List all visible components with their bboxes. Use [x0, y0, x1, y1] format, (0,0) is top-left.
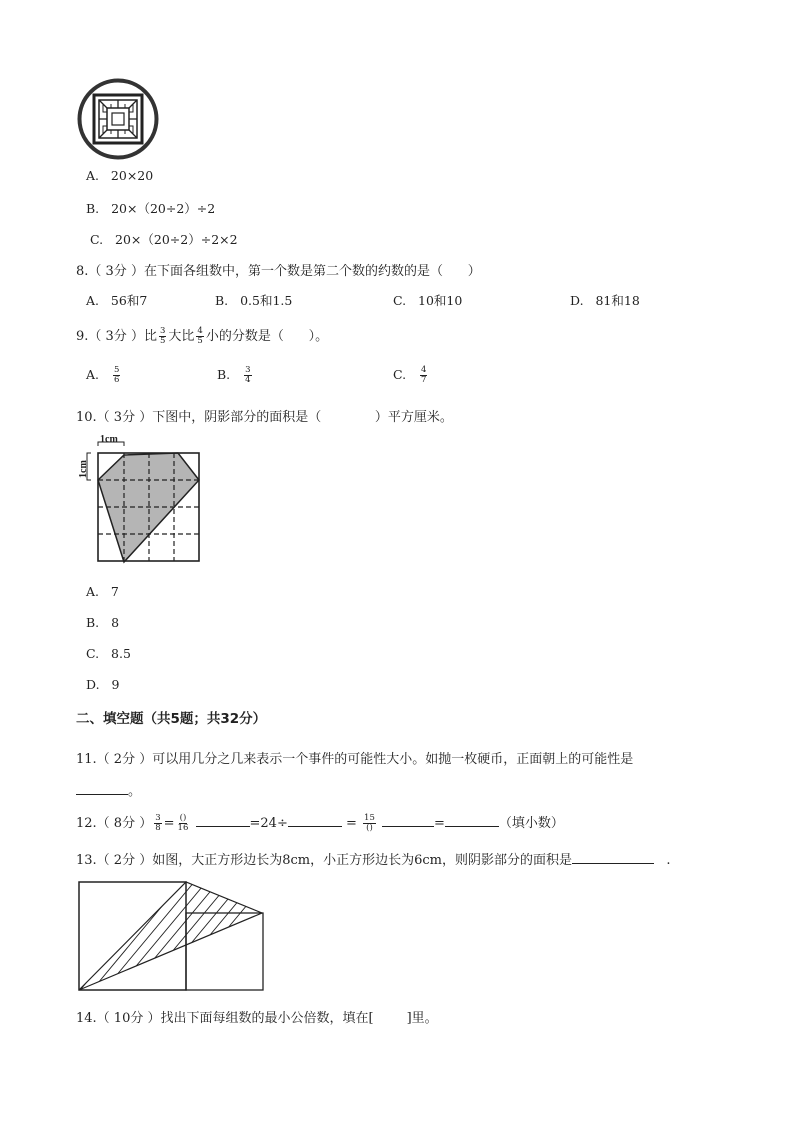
q12-prefix: 12.（ 8分 ） — [76, 816, 153, 831]
q9-prefix: 9.（ 3分 ）比 — [76, 329, 157, 344]
q9-f2-num: 4 — [197, 326, 203, 336]
q8-option-b[interactable]: B. 0.5和1.5 — [215, 293, 293, 308]
q8-option-a[interactable]: A. 56和7 — [86, 293, 148, 308]
q10-option-d[interactable]: D. 9 — [86, 677, 120, 692]
q9-f1-den: 5 — [159, 336, 166, 346]
q12-f1-den: 8 — [155, 823, 161, 833]
q12-blank-1[interactable] — [196, 814, 250, 827]
q12-f3-den: () — [366, 823, 373, 833]
q8-option-d[interactable]: D. 81和18 — [570, 293, 640, 308]
q10-option-c[interactable]: C. 8.5 — [86, 646, 131, 661]
q12-f3-num: 15 — [364, 813, 375, 823]
q9-option-a[interactable] — [86, 366, 122, 385]
q9-f2-den: 5 — [197, 336, 203, 346]
q9-option-b[interactable] — [217, 366, 254, 385]
q13-squares-figure — [76, 880, 266, 995]
q10-stem: 10.（ 3分 ）下图中，阴影部分的面积是（ ）平方厘米。 — [76, 410, 453, 425]
q9-ob-num: 3 — [245, 365, 251, 375]
q9-option-a-label: A. — [86, 367, 100, 382]
q10-option-b[interactable]: B. 8 — [86, 615, 120, 630]
q12-blank-3[interactable] — [382, 814, 434, 827]
q9-suffix: 小的分数是（ ）。 — [205, 329, 329, 344]
q13-answer-blank[interactable] — [572, 851, 654, 864]
q9-ob-den: 4 — [245, 375, 251, 385]
q12-f1-num: 3 — [155, 813, 161, 823]
q14-stem: 14.（ 10分 ）找出下面每组数的最小公倍数，填在[ ]里。 — [76, 1011, 438, 1026]
q9-option-b-label: B. — [217, 367, 231, 382]
q10-grid-figure — [76, 432, 206, 567]
q12-stem — [76, 812, 564, 833]
q7-option-a[interactable]: A. 20×20 — [86, 168, 154, 183]
q13-stem — [76, 849, 671, 868]
q12-fraction-3 — [363, 814, 376, 833]
q11-suffix: 。 — [128, 784, 142, 799]
q12-eq: = — [163, 816, 175, 831]
q11-line1: 11.（ 2分 ）可以用几分之几来表示一个事件的可能性大小。如抛一枚硬币，正面朝上的可能性是 — [76, 752, 634, 767]
q12-fraction-1 — [154, 814, 161, 833]
q11-answer-blank[interactable] — [76, 782, 128, 795]
q9-f1-num: 3 — [159, 326, 166, 336]
q12-suffix: （填小数） — [498, 816, 564, 831]
q9-oc-num: 4 — [421, 365, 427, 375]
q9-oc-den: 7 — [421, 375, 427, 385]
q9-option-c-fraction — [420, 366, 427, 385]
q9-mid: 大比 — [168, 329, 195, 344]
q9-option-b-fraction — [244, 366, 251, 385]
q9-option-a-fraction — [113, 366, 120, 385]
q7-option-c[interactable]: C. 20×（20÷2）÷2×2 — [90, 232, 238, 247]
q11-line2 — [76, 780, 141, 799]
q8-stem: 8.（ 3分 ）在下面各组数中，第一个数是第二个数的约数的是（ ） — [76, 264, 481, 279]
section-fill-in-title: 二、填空题（共5题；共32分） — [76, 711, 267, 727]
q9-fraction-1 — [159, 327, 166, 346]
q10-label-horizontal: 1cm — [100, 434, 118, 445]
q10-label-vertical: 1cm — [78, 460, 89, 478]
q12-f2-den: 16 — [177, 823, 189, 833]
q7-option-b[interactable]: B. 20×（20÷2）÷2 — [86, 201, 216, 216]
q9-oa-num: 5 — [113, 365, 120, 375]
q9-fraction-2 — [196, 327, 203, 346]
q13-stem-text: 13.（ 2分 ）如图，大正方形边长为8cm，小正方形边长为6cm，则阴影部分的面积是 — [76, 853, 572, 868]
q12-t2: = — [345, 816, 357, 831]
q12-t3: = — [434, 816, 445, 831]
q13-end: . — [666, 853, 671, 868]
q12-blank-4[interactable] — [445, 814, 499, 827]
q12-t1: =24÷ — [249, 816, 288, 831]
q9-option-c[interactable] — [393, 366, 429, 385]
q12-f2-num: () — [179, 813, 187, 823]
window-lattice-figure — [77, 78, 159, 160]
q8-option-c[interactable]: C. 10和10 — [393, 293, 463, 308]
q12-blank-2[interactable] — [288, 814, 342, 827]
q12-fraction-2 — [177, 814, 190, 833]
q10-option-a[interactable]: A. 7 — [86, 584, 119, 599]
q9-oa-den: 6 — [113, 375, 120, 385]
q9-stem — [76, 325, 328, 346]
q9-option-c-label: C. — [393, 367, 407, 382]
